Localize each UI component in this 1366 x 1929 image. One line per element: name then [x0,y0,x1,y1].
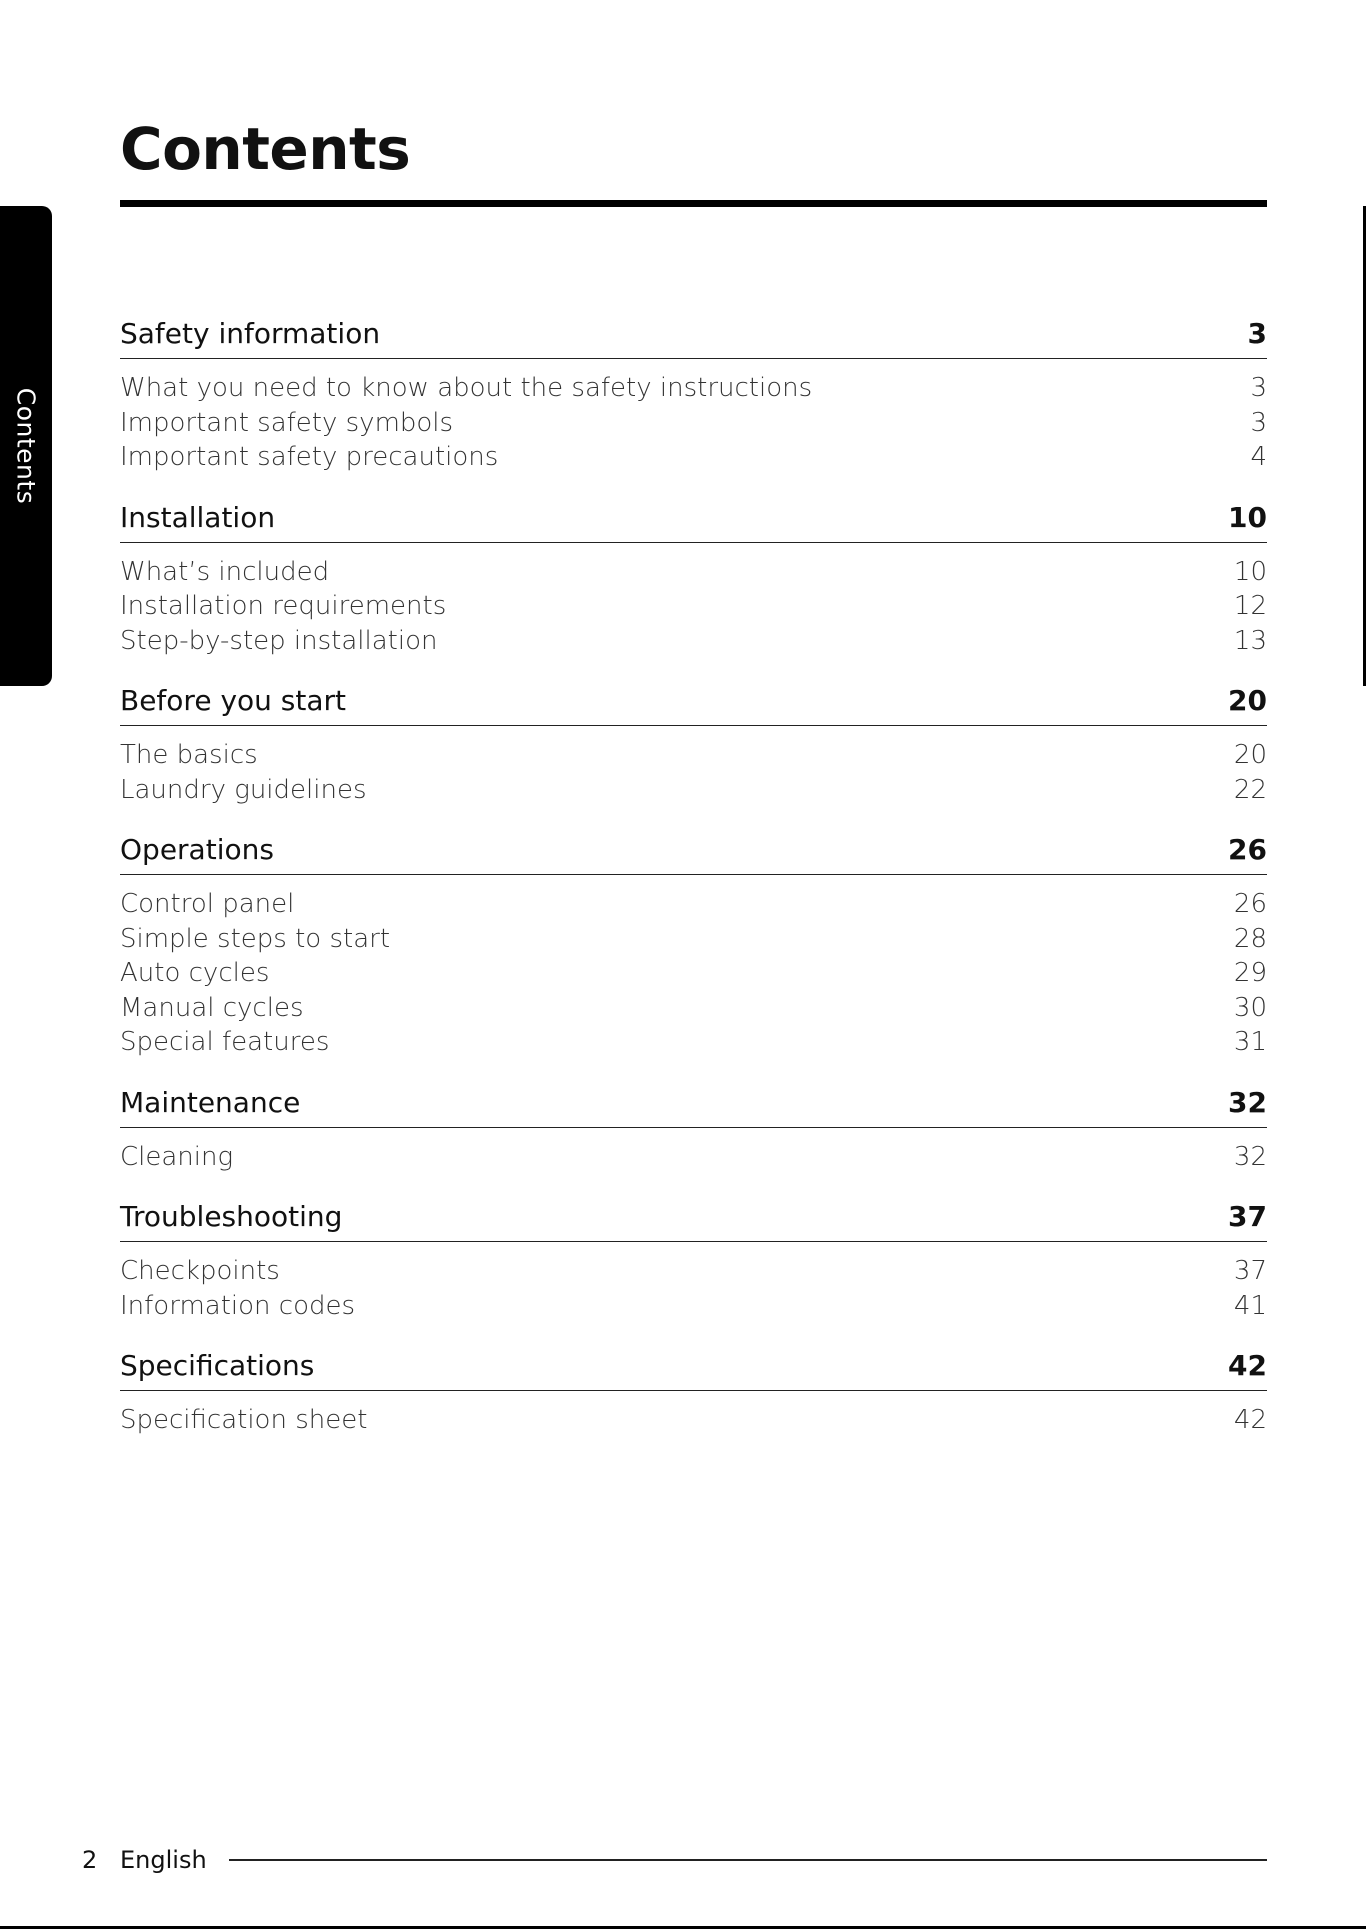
toc-section [120,825,1267,1078]
toc-section-heading[interactable] [120,676,1267,726]
toc-entry-label: Auto cycles [120,958,270,989]
toc-entry-label: Control panel [120,889,295,920]
toc-entry-page: 4 [1250,442,1267,473]
toc-section [120,676,1267,825]
toc-entry-page: 29 [1233,958,1267,989]
toc-entry[interactable] [120,1025,1267,1060]
toc-entry-list [120,543,1267,677]
toc-entry-label: Manual cycles [120,992,304,1023]
toc-entry-label: What you need to know about the safety instructions [120,373,813,404]
toc-entry-label: Laundry guidelines [120,774,367,805]
footer-language: English [120,1846,207,1874]
toc-section-heading[interactable] [120,1341,1267,1391]
toc-section-heading[interactable] [120,825,1267,875]
toc-entry-label: Step-by-step installation [120,625,438,656]
footer-rule [229,1859,1267,1861]
toc-entry-page: 28 [1233,923,1267,954]
toc-entry[interactable] [120,371,1267,406]
toc-entry-page: 10 [1233,556,1267,587]
toc-section-heading[interactable] [120,1192,1267,1242]
toc-entry-label: Important safety symbols [120,407,454,438]
toc-section-title: Specifications [120,1349,315,1382]
page-title: Contents [120,115,411,183]
toc-entry-label: Special features [120,1027,330,1058]
toc-entry-page: 3 [1250,373,1267,404]
toc-entry[interactable] [120,991,1267,1026]
toc-section-title: Troubleshooting [120,1200,343,1233]
toc-section-page: 3 [1247,317,1267,350]
toc-entry-label: What’s included [120,556,330,587]
toc-entry[interactable] [120,773,1267,808]
toc-entry-label: The basics [120,740,258,771]
toc-entry[interactable] [120,555,1267,590]
toc-section-title: Maintenance [120,1085,301,1119]
toc-section-title: Safety information [120,317,381,350]
toc-entry-label: Checkpoints [120,1256,280,1287]
toc-entry-page: 12 [1233,591,1267,622]
toc-section-heading[interactable] [120,1078,1267,1128]
toc-entry-label: Specification sheet [120,1405,368,1436]
toc-entry-page: 3 [1250,407,1267,438]
toc-entry-page: 30 [1233,992,1267,1023]
toc-entry[interactable] [120,406,1267,441]
toc-entry-list [120,1242,1267,1341]
toc-entry[interactable] [120,956,1267,991]
toc-entry-list [120,1391,1267,1456]
toc-section [120,309,1267,493]
toc-entry-label: Installation requirements [120,591,447,622]
footer-page-number: 2 [82,1846,98,1874]
toc-entry[interactable] [120,1254,1267,1289]
toc-entry[interactable] [120,887,1267,922]
toc-section-page: 10 [1228,500,1267,534]
toc-entry-page: 37 [1233,1256,1267,1287]
toc-entry-label: Simple steps to start [120,923,391,954]
side-tab-label: Contents [11,387,41,505]
toc-entry-list [120,726,1267,825]
toc-entry[interactable] [120,624,1267,659]
toc-entry[interactable] [120,738,1267,773]
toc-entry-list [120,359,1267,493]
toc-entry[interactable] [120,1140,1267,1175]
toc-entry-label: Important safety precautions [120,442,499,473]
toc-entry-list [120,1128,1267,1193]
toc-entry-list [120,875,1267,1078]
toc-section-page: 37 [1228,1200,1267,1233]
toc-entry-page: 42 [1233,1405,1267,1436]
toc-entry-page: 31 [1233,1027,1267,1058]
toc-entry-label: Information codes [120,1290,356,1321]
toc-section [120,1078,1267,1193]
toc-section [120,1341,1267,1456]
toc-entry-page: 13 [1233,625,1267,656]
toc-entry[interactable] [120,1403,1267,1438]
toc-section-page: 26 [1228,833,1267,866]
toc-entry-page: 41 [1233,1290,1267,1321]
toc-section-page: 42 [1228,1349,1267,1382]
toc-entry[interactable] [120,922,1267,957]
toc-section [120,1192,1267,1341]
page-footer [82,1843,1267,1877]
table-of-contents [120,309,1267,1456]
toc-entry-page: 20 [1233,740,1267,771]
toc-section-heading[interactable] [120,493,1267,543]
toc-entry-page: 32 [1233,1141,1267,1172]
toc-section-heading[interactable] [120,309,1267,359]
toc-entry[interactable] [120,1289,1267,1324]
toc-entry-label: Cleaning [120,1141,234,1172]
toc-section-title: Installation [120,500,276,534]
toc-section-page: 32 [1228,1085,1267,1119]
toc-section-page: 20 [1228,684,1267,717]
title-rule [120,200,1267,207]
toc-section-title: Operations [120,833,274,866]
toc-entry[interactable] [120,440,1267,475]
toc-section [120,493,1267,677]
toc-entry[interactable] [120,589,1267,624]
toc-entry-page: 26 [1233,889,1267,920]
toc-section-title: Before you start [120,684,347,717]
toc-entry-page: 22 [1233,774,1267,805]
